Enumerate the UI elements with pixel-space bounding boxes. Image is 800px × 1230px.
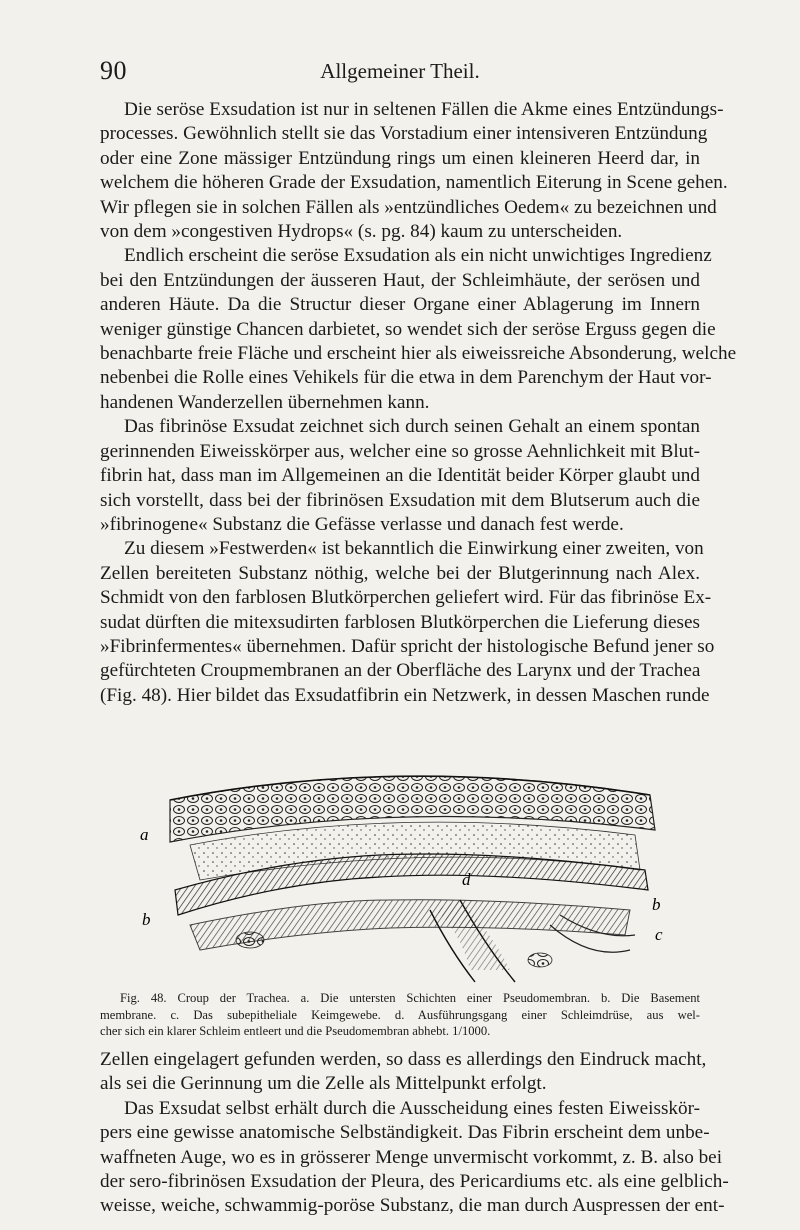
text-line: Die seröse Exsudation ist nur in seltenen Fällen die Akme eines Entzündungs- xyxy=(124,99,724,120)
caption-line: Fig. 48. Croup der Trachea. a. Die untersten Schichten einer Pseudomembran. b. Die Basement xyxy=(120,991,700,1005)
text-line: waffneten Auge, wo es in grösserer Menge unvermischt vorkommt, z. B. also bei xyxy=(100,1146,723,1168)
body-text-top xyxy=(100,98,737,708)
label-a: a xyxy=(140,825,149,844)
body-text-bottom xyxy=(100,1048,729,1219)
text-line: Zellen bereiteten Substanz nöthig, welche bei der Blutgerinnung nach Alex. xyxy=(100,562,700,584)
label-b-left: b xyxy=(142,910,151,929)
text-line: Endlich erscheint die seröse Exsudation als ein nicht unwichtiges Ingredienz xyxy=(124,245,712,267)
text-line: welchem die höheren Grade der Exsudation, namentlich Eiterung in Scene gehen. xyxy=(100,172,728,194)
text-line: gerinnenden Eiweisskörper aus, welcher eine so grosse Aehnlichkeit mit Blut- xyxy=(100,440,700,462)
running-head: Allgemeiner Theil. xyxy=(320,59,480,83)
text-line: der sero-fibrinösen Exsudation der Pleura, des Pericardiums etc. als eine gelblich- xyxy=(100,1171,729,1193)
trachea-croup-engraving xyxy=(130,760,670,984)
text-line: nebenbei die Rolle eines Vehikels für die etwa in dem Parenchym der Haut vor- xyxy=(100,367,712,389)
text-line: sudat dürften die mitexsudirten farblosen Blutkörperchen die Lieferung dieses xyxy=(100,611,700,633)
text-line: benachbarte freie Fläche und erscheint hier als eiweissreiche Absonderung, welche xyxy=(100,343,737,365)
caption-line: membrane. c. Das subepitheliale Keimgewebe. d. Ausführungsgang einer Schleimdrüse, aus wel- xyxy=(100,1007,700,1022)
label-c: c xyxy=(655,925,663,944)
text-line: oder eine Zone mässiger Entzündung rings um einen kleineren Heerd dar, in xyxy=(100,147,700,169)
text-line: weisse, weiche, schwammig-poröse Substanz, die man durch Auspressen der ent- xyxy=(100,1195,725,1217)
text-line: Schmidt von den farblosen Blutkörperchen geliefert wird. Für das fibrinöse Ex- xyxy=(100,587,712,609)
text-line: handenen Wanderzellen übernehmen kann. xyxy=(100,391,430,413)
text-line: »Fibrinfermentes« übernehmen. Dafür spricht der histologische Befund jener so xyxy=(100,635,715,657)
text-line: als sei die Gerinnung um die Zelle als Mittelpunkt erfolgt. xyxy=(100,1073,547,1095)
label-d: d xyxy=(462,870,471,889)
text-line: fibrin hat, dass man im Allgemeinen an die Identität beider Körper glaubt und xyxy=(100,465,700,487)
figure-48-illustration xyxy=(130,760,670,984)
text-line: weniger günstige Chancen darbietet, so wendet sich der seröse Erguss gegen die xyxy=(100,318,716,340)
text-line: anderen Häute. Da die Structur dieser Organe einer Ablagerung im Innern xyxy=(100,294,700,316)
text-line: gefürchteten Croupmembranen an der Oberfläche des Larynx und der Trachea xyxy=(100,660,701,682)
text-line: Zellen eingelagert gefunden werden, so dass es allerdings den Eindruck macht, xyxy=(100,1049,707,1070)
text-line: »fibrinogene« Substanz die Gefässe verlasse und danach fest werde. xyxy=(100,513,624,535)
text-line: processes. Gewöhnlich stellt sie das Vorstadium einer intensiveren Entzündung xyxy=(100,123,708,145)
label-b-right: b xyxy=(652,895,661,914)
text-line: Das Exsudat selbst erhält durch die Ausscheidung eines festen Eiweisskör- xyxy=(124,1097,700,1119)
page-header xyxy=(100,56,700,86)
page-number: 90 xyxy=(100,56,127,85)
text-line: pers eine gewisse anatomische Selbständigkeit. Das Fibrin erscheint dem unbe- xyxy=(100,1122,710,1144)
caption-line: cher sich ein klarer Schleim entleert und die Pseudomembran abhebt. 1/1000. xyxy=(100,1024,491,1038)
figure-caption xyxy=(100,990,700,1040)
text-line: von dem »congestiven Hydrops« (s. pg. 84) kaum zu unterscheiden. xyxy=(100,221,623,243)
text-line: (Fig. 48). Hier bildet das Exsudatfibrin ein Netzwerk, in dessen Maschen runde xyxy=(100,684,710,706)
text-line: bei den Entzündungen der äusseren Haut, der Schleimhäute, der serösen und xyxy=(100,269,700,291)
text-line: Zu diesem »Festwerden« ist bekanntlich die Einwirkung einer zweiten, von xyxy=(124,538,704,560)
text-line: sich vorstellt, dass bei der fibrinösen Exsudation mit dem Blutserum auch die xyxy=(100,489,700,511)
text-line: Das fibrinöse Exsudat zeichnet sich durch seinen Gehalt an einem spontan xyxy=(124,416,700,438)
text-line: Wir pflegen sie in solchen Fällen als »entzündliches Oedem« zu bezeichnen und xyxy=(100,196,717,218)
